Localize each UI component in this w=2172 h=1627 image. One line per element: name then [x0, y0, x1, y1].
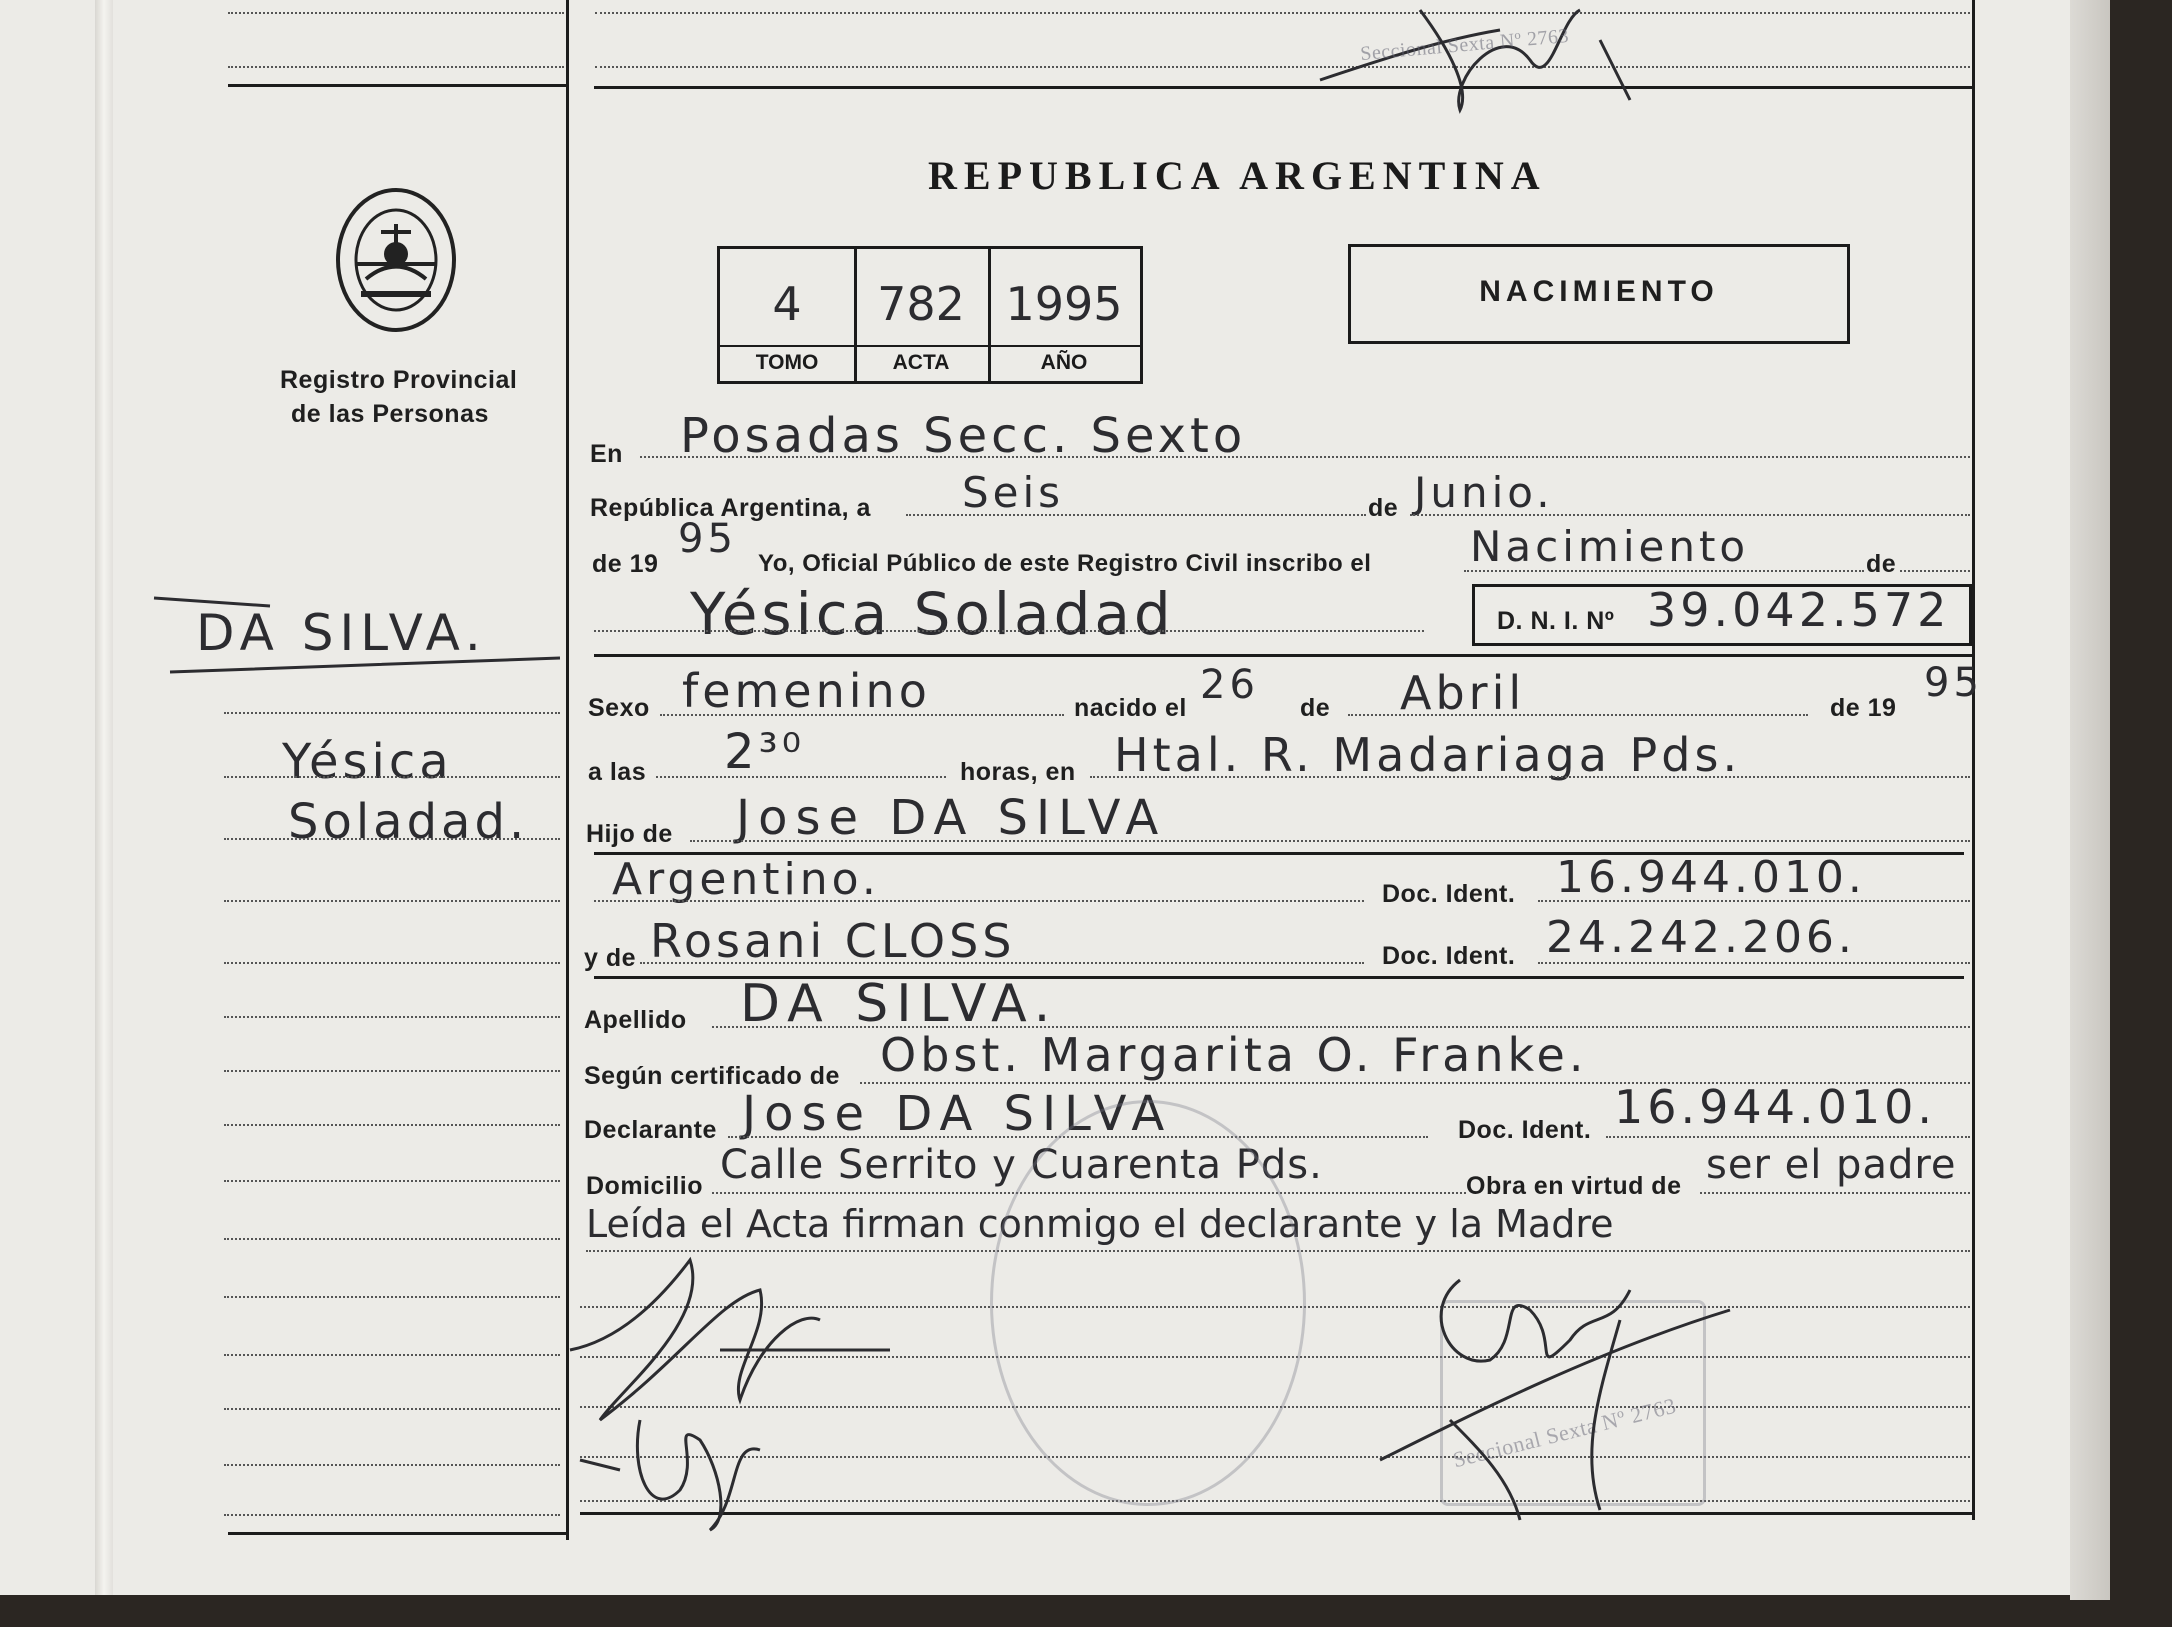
dotted-line	[224, 1514, 560, 1516]
margin-surname: DA SILVA.	[196, 604, 487, 662]
hijo-label: Hijo de	[586, 820, 673, 848]
record-number-box	[717, 246, 1143, 384]
dotted-line	[224, 1464, 560, 1466]
madre-value: Rosani CLOSS	[650, 914, 1016, 968]
padre-value: Jose DA SILVA	[736, 790, 1167, 846]
dni-box	[1472, 584, 1972, 646]
nombre-value: Yésica Soladad	[690, 580, 1175, 648]
binding-gutter	[95, 0, 113, 1595]
frame-right	[1972, 0, 1975, 1520]
domicilio-value: Calle Serrito y Cuarenta Pds.	[720, 1142, 1323, 1188]
dotted-line	[1348, 714, 1808, 716]
yde-label: y de	[584, 944, 637, 972]
dotted-line	[1090, 776, 1970, 778]
margin-name2: Soladad.	[288, 794, 529, 850]
doc2-value: 24.242.206.	[1546, 912, 1856, 963]
nac-anio-value: 95	[1924, 660, 1983, 706]
dni-label: D. N. I. Nº	[1497, 607, 1615, 635]
acta-value: 782	[877, 277, 965, 331]
dotted-line	[224, 1180, 560, 1182]
dni-value: 39.042.572	[1647, 583, 1951, 637]
dotted-line	[594, 630, 1424, 632]
nacido-label: nacido el	[1074, 694, 1187, 722]
de19-label: de 19	[592, 550, 659, 578]
dotted-line	[224, 900, 560, 902]
dotted-line	[595, 12, 1970, 14]
frame-line	[228, 84, 566, 87]
dotted-line	[224, 712, 560, 714]
country-title: REPUBLICA ARGENTINA	[928, 153, 1547, 198]
anio-value: 95	[678, 516, 737, 562]
signature-top	[1300, 0, 1680, 120]
certificado-label: Según certificado de	[584, 1062, 840, 1090]
acta-cell	[854, 249, 991, 381]
section-line	[594, 654, 1972, 657]
en-label: En	[590, 440, 623, 468]
doc1-value: 16.944.010.	[1556, 852, 1866, 903]
dotted-line	[1410, 514, 1970, 516]
declarante-label: Declarante	[584, 1116, 717, 1144]
act-type-label: NACIMIENTO	[1479, 275, 1719, 308]
ano-label: AÑO	[1040, 351, 1088, 374]
domicilio-label: Domicilio	[586, 1172, 704, 1200]
de-label-1: de	[1368, 494, 1399, 522]
page-edge	[2070, 0, 2110, 1600]
hecho-value: Nacimiento	[1470, 522, 1750, 571]
dotted-line	[1900, 570, 1970, 572]
dotted-line	[228, 66, 564, 68]
stamp-text-top: Seccional Sexta Nº 2763	[1359, 24, 1570, 66]
dotted-line	[906, 514, 1366, 516]
dotted-line	[1538, 900, 1970, 902]
doc3-label: Doc. Ident.	[1458, 1116, 1592, 1144]
de-label-2: de	[1866, 550, 1897, 578]
dotted-line	[228, 12, 564, 14]
dotted-line	[224, 1238, 560, 1240]
stamp-text-bottom: Seccional Sexta Nº 2763	[1450, 1392, 1679, 1473]
lugar-value: Htal. R. Madariaga Pds.	[1114, 728, 1742, 782]
tomo-value: 4	[772, 277, 802, 331]
registry-name-line1: Registro Provincial	[280, 366, 518, 394]
dotted-line	[1538, 962, 1970, 964]
dotted-line	[224, 962, 560, 964]
signature-left	[560, 1240, 920, 1540]
dotted-line	[640, 456, 1970, 458]
dotted-line	[1700, 1192, 1970, 1194]
sexo-label: Sexo	[588, 694, 650, 722]
apellido-label: Apellido	[584, 1006, 687, 1034]
oficial-label: Yo, Oficial Público de este Registro Civil inscribo el	[758, 550, 1372, 577]
margin-underline	[150, 590, 570, 680]
obra-label: Obra en virtud de	[1466, 1172, 1682, 1200]
doc2-label: Doc. Ident.	[1382, 942, 1516, 970]
obra-value: ser el padre	[1706, 1142, 1957, 1188]
sexo-value: femenino	[682, 664, 931, 718]
dotted-line	[224, 1070, 560, 1072]
alas-label: a las	[588, 758, 647, 786]
de19b-label: de 19	[1830, 694, 1897, 722]
acta-closing-text: Leída el Acta firman conmigo el declarante y la Madre	[586, 1202, 1614, 1246]
dotted-line	[1464, 570, 1864, 572]
misiones-seal-icon	[326, 184, 466, 336]
official-stamp-left	[990, 1100, 1306, 1506]
frame-line	[228, 1532, 566, 1535]
dotted-line	[595, 66, 1970, 68]
de-label-3: de	[1300, 694, 1331, 722]
dotted-line	[660, 714, 1064, 716]
dotted-line	[1606, 1136, 1970, 1138]
doc3-value: 16.944.010.	[1614, 1080, 1936, 1134]
dotted-line	[224, 1296, 560, 1298]
dotted-line	[224, 1408, 560, 1410]
ano-value: 1995	[1005, 277, 1123, 331]
horas-label: horas, en	[960, 758, 1076, 786]
en-value: Posadas Secc. Sexto	[680, 408, 1247, 464]
dotted-line	[224, 1354, 560, 1356]
nac-mes-value: Abril	[1400, 666, 1526, 720]
ano-cell	[988, 249, 1140, 381]
apellido-value: DA SILVA.	[740, 974, 1059, 1034]
dotted-line	[224, 776, 560, 778]
margin-name1: Yésica	[282, 734, 453, 790]
dotted-line	[656, 776, 946, 778]
dia-value: Seis	[962, 468, 1065, 517]
certificado-value: Obst. Margarita O. Franke.	[880, 1028, 1588, 1082]
act-type-box	[1348, 244, 1850, 344]
dotted-line	[690, 840, 1970, 842]
padre-nacionalidad: Argentino.	[612, 854, 880, 905]
dotted-line	[224, 1016, 560, 1018]
dotted-line	[224, 1124, 560, 1126]
acta-label: ACTA	[892, 351, 950, 374]
dotted-line	[640, 962, 1364, 964]
doc1-label: Doc. Ident.	[1382, 880, 1516, 908]
registry-name-line2: de las Personas	[291, 400, 489, 428]
tomo-cell	[720, 249, 857, 381]
nac-dia-value: 26	[1200, 662, 1259, 708]
republica-label: República Argentina, a	[590, 494, 871, 522]
frame-line	[594, 86, 1974, 89]
declarante-value: Jose DA SILVA	[742, 1086, 1173, 1142]
mes-value: Junio.	[1414, 468, 1554, 517]
dotted-line	[594, 900, 1364, 902]
tomo-label: TOMO	[755, 351, 819, 374]
signature-right	[1360, 1250, 1740, 1530]
dotted-line	[224, 838, 560, 840]
hora-value: 2³⁰	[724, 724, 806, 780]
